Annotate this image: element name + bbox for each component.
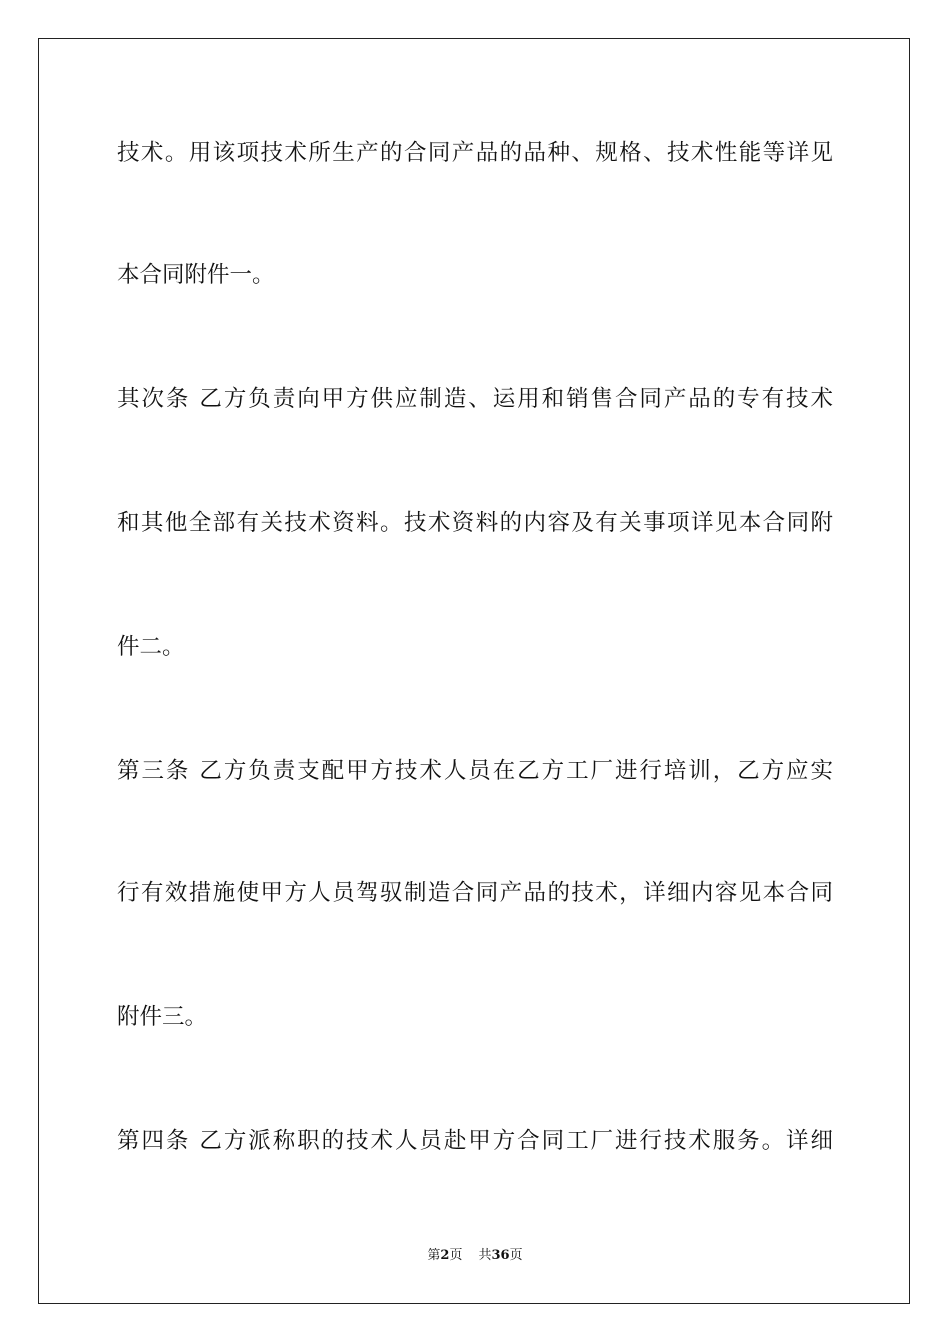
body-text-line-7: 行有效措施使甲方人员驾驭制造合同产品的技术，详细内容见本合同 xyxy=(117,880,833,906)
page-label-suffix: 页 xyxy=(449,1248,463,1263)
page-footer xyxy=(0,1247,950,1265)
body-text-line-9: 第四条 乙方派称职的技术人员赴甲方合同工厂进行技术服务。详细 xyxy=(117,1128,833,1154)
body-text-line-6: 第三条 乙方负责支配甲方技术人员在乙方工厂进行培训，乙方应实 xyxy=(117,758,833,784)
body-text-line-3: 其次条 乙方负责向甲方供应制造、运用和销售合同产品的专有技术 xyxy=(117,386,833,412)
total-page-count: 36 xyxy=(491,1248,510,1263)
current-page-number: 2 xyxy=(440,1248,450,1263)
body-text-line-2: 本合同附件一。 xyxy=(117,262,275,288)
total-label-suffix: 页 xyxy=(509,1248,523,1263)
page-label-prefix: 第 xyxy=(427,1248,441,1263)
total-label-prefix: 共 xyxy=(478,1248,492,1263)
body-text-line-8: 附件三。 xyxy=(117,1004,208,1030)
body-text-line-4: 和其他全部有关技术资料。技术资料的内容及有关事项详见本合同附 xyxy=(117,510,833,536)
page-border xyxy=(38,38,910,1304)
body-text-line-5: 件二。 xyxy=(117,634,185,660)
body-text-line-1: 技术。用该项技术所生产的合同产品的品种、规格、技术性能等详见 xyxy=(117,140,833,166)
